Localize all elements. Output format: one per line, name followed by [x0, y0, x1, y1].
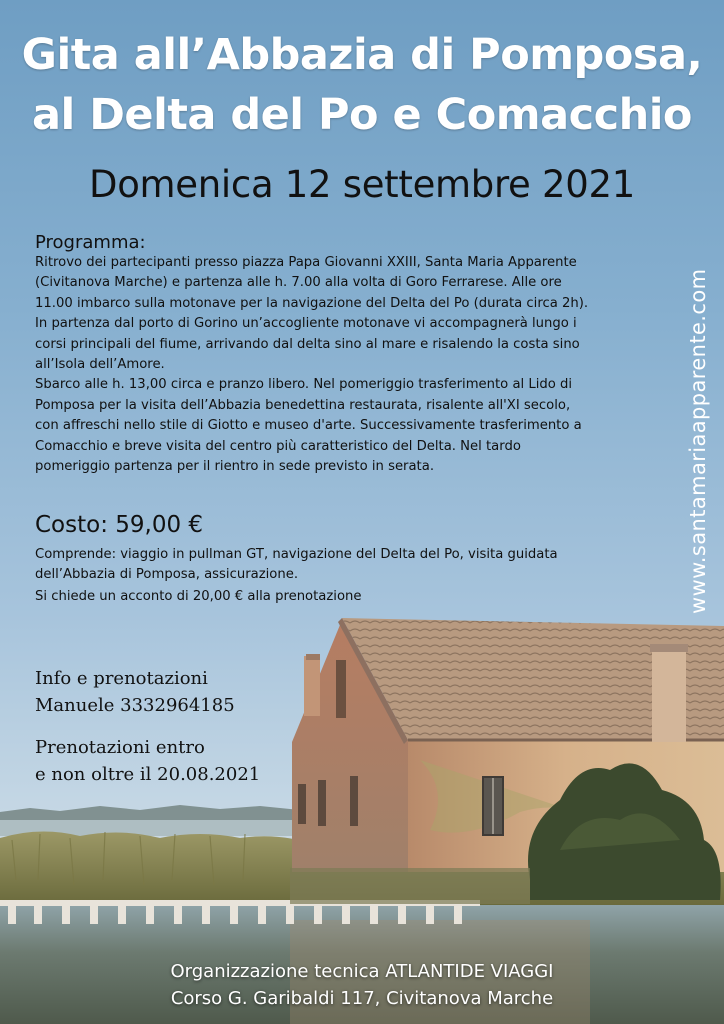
info-block [35, 665, 235, 719]
vertical-website [686, 170, 716, 620]
title-line-1: Gita all’Abbazia di Pomposa, [21, 30, 703, 80]
acconto-text: Si chiede un acconto di 20,00 € alla prenotazione [35, 589, 362, 604]
footer-address: Corso G. Garibaldi 117, Civitanova Marche [170, 988, 554, 1009]
website-url[interactable]: www.santamariaapparente.com [686, 268, 710, 614]
costo-comprende [35, 545, 675, 586]
programma-line: Ritrovo dei partecipanti presso piazza Papa Giovanni XXIII, Santa Maria Apparente [35, 255, 577, 270]
programma-line: Pomposa per la visita dell’Abbazia benedettina restaurata, risalente all'XI secolo, [35, 397, 571, 413]
programma-line: all’Isola dell’Amore. [35, 357, 165, 373]
programma-line: In partenza dal porto di Gorino un’accogliente motonave vi accompagnerà lungo i [35, 316, 577, 332]
programma-line: Comacchio e breve visita del centro più caratteristico del Delta. Nel tardo [35, 438, 521, 454]
event-date: Domenica 12 settembre 2021 [89, 163, 635, 206]
programma-line: corsi principali del fiume, arrivando dal delta sino al mare e risalendo la costa sino [35, 336, 580, 352]
programma-line: pomeriggio partenza per il rientro in sede previsto in serata. [35, 459, 435, 475]
programma-line: Sbarco alle h. 13,00 circa e pranzo libero. Nel pomeriggio trasferimento al Lido di [35, 377, 573, 393]
costo-heading: Costo: 59,00 € [35, 512, 204, 538]
comprende-line: dell’Abbazia di Pomposa, assicurazione. [35, 567, 299, 583]
programma-line: (Civitanova Marche) e partenza alle h. 7.00 alla volta di Goro Ferrarese. Alle ore [35, 275, 562, 291]
title-line-2: al Delta del Po e Comacchio [32, 90, 692, 140]
programma-line: con affreschi nello stile di Giotto e museo d'arte. Successivamente trasferimento a [35, 418, 582, 434]
prenotazioni-block [35, 734, 260, 788]
footer-organizer: Organizzazione tecnica ATLANTIDE VIAGGI [170, 961, 554, 982]
prenotazioni-deadline: e non oltre il 20.08.2021 [35, 764, 261, 785]
programma-text [35, 253, 665, 477]
prenotazioni-label: Prenotazioni entro [35, 737, 205, 758]
comprende-line: Comprende: viaggio in pullman GT, navigazione del Delta del Po, visita guidata [35, 547, 558, 562]
info-label: Info e prenotazioni [35, 668, 208, 689]
programma-heading: Programma: [35, 232, 146, 253]
contact-phone[interactable]: Manuele 3332964185 [35, 695, 235, 716]
programma-line: 11.00 imbarco sulla motonave per la navigazione del Delta del Po (durata circa 2h). [35, 295, 589, 311]
